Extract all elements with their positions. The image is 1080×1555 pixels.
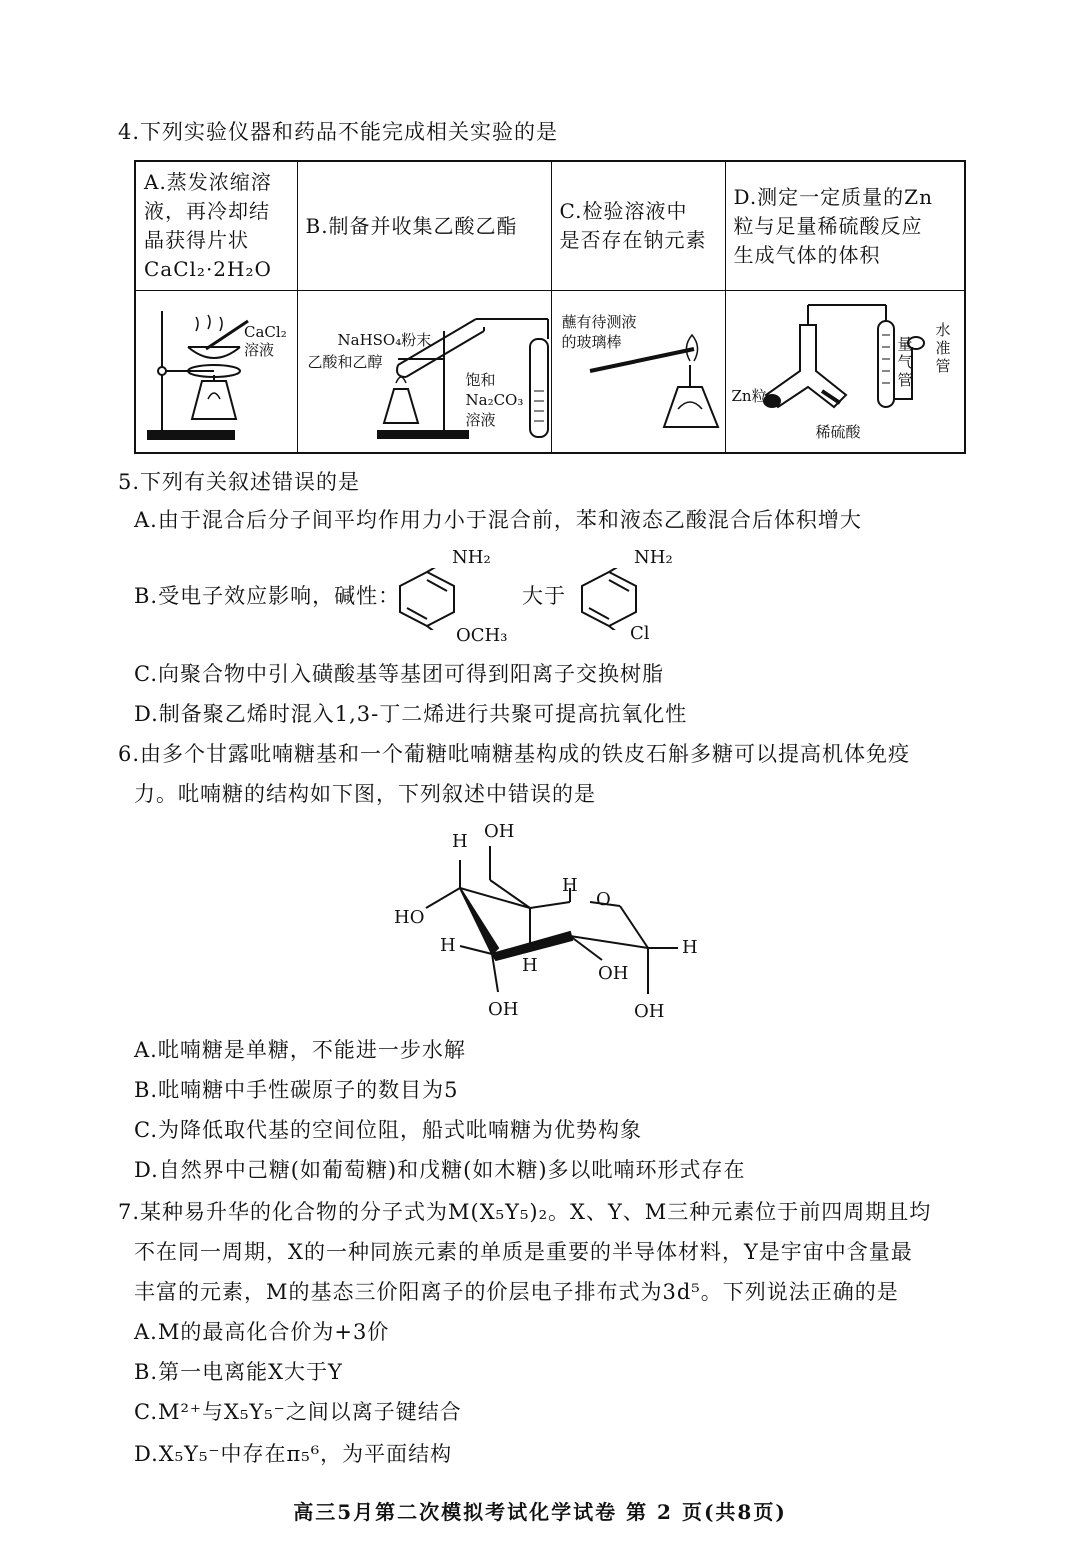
benzene-ring-2 <box>574 568 644 630</box>
q5-option-c: C.向聚合物中引入磺酸基等基团可得到阳离子交换树脂 <box>134 662 664 686</box>
figure-a-evaporation <box>135 291 297 453</box>
nh2-label-1: NH₂ <box>452 547 491 568</box>
h-mid-label: H <box>522 955 538 976</box>
o-ring-label: O <box>596 889 611 910</box>
h-right-label: H <box>682 937 698 958</box>
q7-option-c: C.M²⁺与X₅Y₅⁻之间以离子键结合 <box>134 1400 462 1424</box>
label-glass-rod: 的玻璃棒 <box>561 333 622 352</box>
oh-bottom-right-label: OH <box>634 1001 665 1022</box>
h-top-left-label: H <box>452 831 468 852</box>
h-ring-label: H <box>562 875 578 896</box>
q7-option-b: B.第一电离能X大于Y <box>134 1360 343 1384</box>
cell-c-text <box>551 161 725 291</box>
cell-d-line2: 粒与足量稀硫酸反应 <box>733 213 923 238</box>
q7-option-a: A.M的最高化合价为+3价 <box>134 1320 390 1344</box>
q5-stem: 5.下列有关叙述错误的是 <box>118 470 361 494</box>
h-left-label: H <box>440 935 456 956</box>
label-zn-granule: Zn粒 <box>731 387 767 406</box>
q4-stem: 4.下列实验仪器和药品不能完成相关实验的是 <box>118 120 559 144</box>
q5-option-b-middle: 大于 <box>522 584 566 608</box>
evaporation-apparatus-drawing <box>136 291 298 451</box>
oh-top-label: OH <box>484 821 515 842</box>
experiment-table <box>134 160 966 454</box>
q6-option-d: D.自然界中己糖(如葡萄糖)和戊糖(如木糖)多以吡喃环形式存在 <box>134 1158 746 1182</box>
cell-b-text <box>297 161 551 291</box>
q6-stem-line2: 力。吡喃糖的结构如下图，下列叙述中错误的是 <box>134 782 596 806</box>
cell-a-formula: CaCl₂·2H₂O <box>144 257 272 281</box>
q6-option-b: B.吡喃糖中手性碳原子的数目为5 <box>134 1078 459 1102</box>
benzene-ring-1 <box>392 568 462 630</box>
oh-bottom-left-label: OH <box>488 999 519 1020</box>
q5-option-d: D.制备聚乙烯时混入1,3-丁二烯进行共聚可提高抗氧化性 <box>134 702 688 726</box>
cell-a-line3: 晶获得片状 <box>144 228 249 252</box>
cell-c-line2: 是否存在钠元素 <box>559 228 707 252</box>
label-saturated: 饱和 <box>465 371 496 390</box>
label-level-tube: 水准管 <box>935 321 951 376</box>
q5-option-b-prefix: B.受电子效应影响，碱性： <box>134 584 401 608</box>
nh2-label-2: NH₂ <box>634 547 673 568</box>
figure-c-flame-test <box>551 291 725 453</box>
page-footer: 高三5月第二次模拟考试化学试卷 第 2 页(共8页) <box>293 1500 787 1524</box>
figure-b-ester <box>297 291 551 453</box>
q6-option-a: A.吡喃糖是单糖，不能进一步水解 <box>134 1038 466 1062</box>
cell-a-line1: A.蒸发浓缩溶 <box>144 170 272 194</box>
pyranose-structure <box>380 820 720 1030</box>
cell-a-line2: 液，再冷却结 <box>144 199 270 223</box>
label-cacl2: CaCl₂ <box>244 323 287 342</box>
q7-stem-line2: 不在同一周期，X的一种同族元素的单质是重要的半导体材料，Y是宇宙中含量最 <box>134 1240 913 1264</box>
cell-b-label: B.制备并收集乙酸乙酯 <box>305 213 518 238</box>
label-gas-tube: 量气管 <box>897 335 913 390</box>
q7-option-d: D.X₅Y₅⁻中存在π₅⁶，为平面结构 <box>134 1442 453 1466</box>
cell-a-text <box>135 161 297 291</box>
q6-stem-line1: 6.由多个甘露吡喃糖基和一个葡糖吡喃糖基构成的铁皮石斛多糖可以提高机体免疫 <box>118 742 911 766</box>
ho-left-label: HO <box>394 907 425 928</box>
label-dipped-liquid: 蘸有待测液 <box>561 313 637 332</box>
label-nahso4: NaHSO₄粉末 <box>337 331 432 350</box>
label-reagents: 乙酸和乙醇 <box>307 353 383 372</box>
label-solution-a: 溶液 <box>244 341 275 360</box>
label-dilute-acid: 稀硫酸 <box>815 423 861 442</box>
cell-d-line1: D.测定一定质量的Zn <box>733 184 933 209</box>
cell-d-line3: 生成气体的体积 <box>733 242 881 267</box>
label-na2co3: Na₂CO₃ <box>465 391 524 410</box>
q7-stem-line1: 7.某种易升华的化合物的分子式为M(X₅Y₅)₂。X、Y、M三种元素位于前四周期且均 <box>118 1200 932 1224</box>
q7-stem-line3: 丰富的元素，M的基态三价阳离子的价层电子排布式为3d⁵。下列说法正确的是 <box>134 1280 899 1304</box>
q5-option-a: A.由于混合后分子间平均作用力小于混合前，苯和液态乙酸混合后体积增大 <box>134 508 862 532</box>
figure-d-gas-volume <box>725 291 965 453</box>
q6-option-c: C.为降低取代基的空间位阻，船式吡喃糖为优势构象 <box>134 1118 642 1142</box>
cl-label: Cl <box>630 623 650 644</box>
cell-c-line1: C.检验溶液中 <box>559 199 688 223</box>
och3-label: OCH₃ <box>456 625 508 646</box>
cell-d-text <box>725 161 965 291</box>
label-solution-b: 溶液 <box>465 411 496 430</box>
oh-mid-label: OH <box>598 963 629 984</box>
ester-apparatus-drawing <box>298 291 552 451</box>
